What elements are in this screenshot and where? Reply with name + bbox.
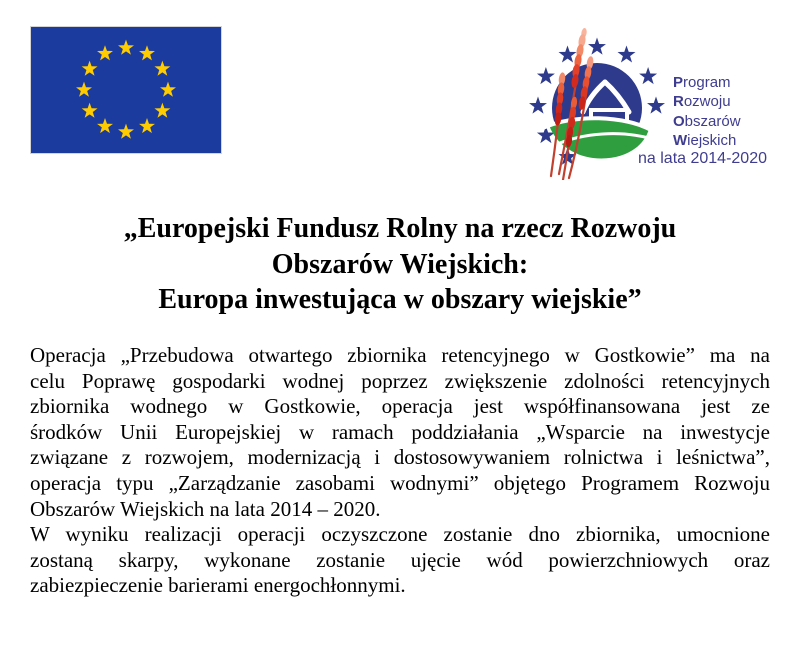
prow-word-rozwoju	[673, 92, 741, 111]
prow-logo-wordmark	[673, 73, 741, 150]
body-line: zabiezpieczenie barierami energochłonnymi.	[30, 573, 406, 598]
prow-word-program	[673, 73, 741, 92]
prow-logo-years: na lata 2014-2020	[638, 150, 767, 167]
prow-word-rest: rogram	[683, 74, 731, 91]
body-line: operacja typu „Zarządzanie zasobami wodnymi” objętego Programem Rozwoju	[30, 470, 770, 495]
page-title-line-3: Europa inwestująca w obszary wiejskie”	[158, 284, 642, 315]
prow-word-rest: bszarów	[684, 112, 741, 130]
prow-word-lead: R	[673, 93, 684, 111]
body-line: Operacja „Przebudowa otwartego zbiornika retencyjnego w Gostkowie” ma na	[30, 343, 770, 367]
page-title-line-2: Obszarów Wiejskich:	[271, 248, 529, 280]
body-line: środków Unii Europejskiej w ramach poddziałania „Wsparcie na inwestycje	[30, 419, 770, 444]
body-text	[30, 343, 770, 599]
prow-word-lead: P	[673, 74, 684, 91]
prow-word-wiejskich	[673, 131, 741, 150]
prow-word-rest: ozwoju	[683, 93, 731, 111]
prow-word-lead: W	[673, 131, 688, 149]
prow-word-rest: iejskich	[687, 131, 737, 149]
body-line: W wyniku realizacji operacji oczyszczone zostanie dno zbiornika, umocnione	[30, 522, 770, 547]
prow-word-obszarow	[673, 112, 741, 131]
page-title	[0, 211, 800, 318]
page-title-line-1: „Europejski Fundusz Rolny na rzecz Rozwoju	[123, 213, 677, 244]
body-line: zostaną skarpy, wykonane zostanie ujęcie wód powierzchniowych oraz	[30, 547, 770, 572]
body-line: celu Poprawę gospodarki wodnej poprzez zwiększenie zdolności retencyjnych	[30, 368, 770, 393]
body-line: związane z rozwojem, modernizacją i dostosowywaniem rolnictwa i leśnictwa”,	[30, 445, 770, 470]
body-line: Obszarów Wiejskich na lata 2014 – 2020.	[30, 496, 381, 521]
eu-flag	[30, 26, 222, 154]
prow-word-lead: O	[673, 112, 685, 130]
body-line: zbiornika wodnego w Gostkowie, operacja jest współfinansowana jest ze	[30, 394, 770, 419]
eu-flag-image	[31, 27, 221, 153]
